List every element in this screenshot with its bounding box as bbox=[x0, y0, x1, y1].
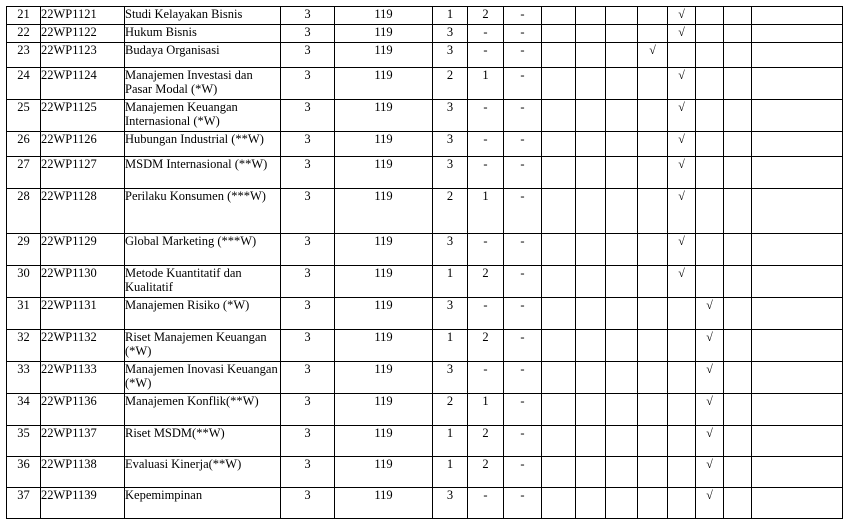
semester-cell-2 bbox=[576, 100, 606, 132]
course-code: 22WP1133 bbox=[41, 362, 125, 394]
practice-value: 2 bbox=[468, 266, 504, 298]
semester-cell-5 bbox=[668, 298, 696, 330]
semester-cell-1 bbox=[542, 25, 576, 43]
semester-check-mark: √ bbox=[696, 426, 724, 457]
semester-check-mark: √ bbox=[668, 234, 696, 266]
table-row bbox=[7, 132, 843, 157]
semester-cell-4 bbox=[638, 488, 668, 519]
semester-cell-2 bbox=[576, 157, 606, 189]
semester-cell-8 bbox=[752, 426, 843, 457]
theory-value: 3 bbox=[433, 132, 468, 157]
row-number: 21 bbox=[7, 7, 41, 25]
semester-cell-1 bbox=[542, 189, 576, 234]
table-row bbox=[7, 298, 843, 330]
semester-cell-4 bbox=[638, 457, 668, 488]
practice-value: 1 bbox=[468, 189, 504, 234]
practice-value: - bbox=[468, 100, 504, 132]
row-number: 35 bbox=[7, 426, 41, 457]
semester-cell-2 bbox=[576, 189, 606, 234]
practice-value: 2 bbox=[468, 426, 504, 457]
semester-cell-3 bbox=[606, 330, 638, 362]
theory-value: 2 bbox=[433, 394, 468, 426]
semester-cell-6 bbox=[696, 7, 724, 25]
field-value: - bbox=[504, 157, 542, 189]
semester-cell-5 bbox=[668, 330, 696, 362]
credit-value: 3 bbox=[281, 330, 335, 362]
semester-cell-7 bbox=[724, 132, 752, 157]
semester-cell-3 bbox=[606, 298, 638, 330]
practice-value: 2 bbox=[468, 7, 504, 25]
credit-value: 3 bbox=[281, 25, 335, 43]
semester-cell-2 bbox=[576, 266, 606, 298]
semester-cell-8 bbox=[752, 362, 843, 394]
row-number: 36 bbox=[7, 457, 41, 488]
course-code: 22WP1123 bbox=[41, 43, 125, 68]
course-name: Kepemimpinan bbox=[125, 488, 281, 519]
field-value: - bbox=[504, 68, 542, 100]
theory-value: 3 bbox=[433, 234, 468, 266]
table-row bbox=[7, 7, 843, 25]
semester-cell-4 bbox=[638, 426, 668, 457]
row-number: 29 bbox=[7, 234, 41, 266]
practice-value: - bbox=[468, 298, 504, 330]
semester-cell-3 bbox=[606, 7, 638, 25]
practice-value: 2 bbox=[468, 330, 504, 362]
semester-cell-2 bbox=[576, 68, 606, 100]
semester-cell-8 bbox=[752, 189, 843, 234]
theory-value: 1 bbox=[433, 7, 468, 25]
field-value: - bbox=[504, 488, 542, 519]
table-row bbox=[7, 330, 843, 362]
count-value: 119 bbox=[335, 189, 433, 234]
practice-value: - bbox=[468, 132, 504, 157]
semester-check-mark: √ bbox=[668, 189, 696, 234]
semester-check-mark: √ bbox=[696, 298, 724, 330]
count-value: 119 bbox=[335, 43, 433, 68]
theory-value: 1 bbox=[433, 266, 468, 298]
semester-cell-3 bbox=[606, 234, 638, 266]
semester-cell-4 bbox=[638, 362, 668, 394]
semester-cell-3 bbox=[606, 157, 638, 189]
semester-cell-8 bbox=[752, 266, 843, 298]
semester-cell-7 bbox=[724, 68, 752, 100]
course-name: Manajemen Risiko (*W) bbox=[125, 298, 281, 330]
table-row bbox=[7, 100, 843, 132]
course-code: 22WP1125 bbox=[41, 100, 125, 132]
semester-cell-1 bbox=[542, 100, 576, 132]
course-name: Riset Manajemen Keuangan (*W) bbox=[125, 330, 281, 362]
semester-cell-7 bbox=[724, 298, 752, 330]
semester-cell-2 bbox=[576, 25, 606, 43]
semester-cell-2 bbox=[576, 7, 606, 25]
semester-cell-3 bbox=[606, 43, 638, 68]
course-code: 22WP1130 bbox=[41, 266, 125, 298]
table-row bbox=[7, 157, 843, 189]
semester-cell-7 bbox=[724, 7, 752, 25]
semester-cell-2 bbox=[576, 457, 606, 488]
table-row bbox=[7, 234, 843, 266]
semester-cell-6 bbox=[696, 43, 724, 68]
course-name: Manajemen Konflik(**W) bbox=[125, 394, 281, 426]
course-name: Evaluasi Kinerja(**W) bbox=[125, 457, 281, 488]
semester-cell-7 bbox=[724, 43, 752, 68]
field-value: - bbox=[504, 330, 542, 362]
semester-cell-3 bbox=[606, 457, 638, 488]
field-value: - bbox=[504, 25, 542, 43]
course-name: Hukum Bisnis bbox=[125, 25, 281, 43]
theory-value: 1 bbox=[433, 457, 468, 488]
field-value: - bbox=[504, 132, 542, 157]
semester-cell-5 bbox=[668, 488, 696, 519]
practice-value: - bbox=[468, 157, 504, 189]
semester-cell-1 bbox=[542, 362, 576, 394]
table-row bbox=[7, 43, 843, 68]
count-value: 119 bbox=[335, 25, 433, 43]
semester-cell-6 bbox=[696, 266, 724, 298]
semester-check-mark: √ bbox=[668, 25, 696, 43]
practice-value: 2 bbox=[468, 457, 504, 488]
credit-value: 3 bbox=[281, 426, 335, 457]
semester-cell-4 bbox=[638, 189, 668, 234]
course-code: 22WP1131 bbox=[41, 298, 125, 330]
practice-value: 1 bbox=[468, 394, 504, 426]
semester-cell-7 bbox=[724, 157, 752, 189]
table-row bbox=[7, 457, 843, 488]
semester-cell-8 bbox=[752, 298, 843, 330]
theory-value: 3 bbox=[433, 488, 468, 519]
count-value: 119 bbox=[335, 100, 433, 132]
field-value: - bbox=[504, 457, 542, 488]
credit-value: 3 bbox=[281, 457, 335, 488]
semester-cell-8 bbox=[752, 234, 843, 266]
semester-cell-3 bbox=[606, 68, 638, 100]
table-row bbox=[7, 362, 843, 394]
practice-value: - bbox=[468, 25, 504, 43]
semester-cell-1 bbox=[542, 157, 576, 189]
row-number: 26 bbox=[7, 132, 41, 157]
semester-cell-3 bbox=[606, 100, 638, 132]
table-body bbox=[7, 7, 843, 519]
count-value: 119 bbox=[335, 298, 433, 330]
semester-cell-4 bbox=[638, 234, 668, 266]
count-value: 119 bbox=[335, 457, 433, 488]
semester-cell-8 bbox=[752, 43, 843, 68]
semester-cell-4 bbox=[638, 330, 668, 362]
credit-value: 3 bbox=[281, 132, 335, 157]
semester-check-mark: √ bbox=[696, 488, 724, 519]
field-value: - bbox=[504, 266, 542, 298]
theory-value: 1 bbox=[433, 330, 468, 362]
course-code: 22WP1136 bbox=[41, 394, 125, 426]
semester-cell-1 bbox=[542, 457, 576, 488]
semester-check-mark: √ bbox=[696, 362, 724, 394]
practice-value: - bbox=[468, 234, 504, 266]
row-number: 22 bbox=[7, 25, 41, 43]
semester-cell-6 bbox=[696, 68, 724, 100]
semester-cell-6 bbox=[696, 132, 724, 157]
course-code: 22WP1132 bbox=[41, 330, 125, 362]
semester-cell-7 bbox=[724, 457, 752, 488]
semester-cell-2 bbox=[576, 394, 606, 426]
semester-check-mark: √ bbox=[668, 7, 696, 25]
course-name: Manajemen Keuangan Internasional (*W) bbox=[125, 100, 281, 132]
course-code: 22WP1139 bbox=[41, 488, 125, 519]
course-name: Perilaku Konsumen (***W) bbox=[125, 189, 281, 234]
course-code: 22WP1128 bbox=[41, 189, 125, 234]
semester-cell-1 bbox=[542, 330, 576, 362]
semester-cell-4 bbox=[638, 132, 668, 157]
semester-cell-7 bbox=[724, 100, 752, 132]
table-row bbox=[7, 488, 843, 519]
semester-cell-3 bbox=[606, 189, 638, 234]
semester-cell-2 bbox=[576, 488, 606, 519]
count-value: 119 bbox=[335, 426, 433, 457]
credit-value: 3 bbox=[281, 43, 335, 68]
semester-check-mark: √ bbox=[696, 457, 724, 488]
course-code: 22WP1127 bbox=[41, 157, 125, 189]
semester-cell-6 bbox=[696, 100, 724, 132]
semester-cell-3 bbox=[606, 266, 638, 298]
semester-cell-8 bbox=[752, 330, 843, 362]
course-name: Metode Kuantitatif dan Kualitatif bbox=[125, 266, 281, 298]
course-code: 22WP1121 bbox=[41, 7, 125, 25]
theory-value: 1 bbox=[433, 426, 468, 457]
credit-value: 3 bbox=[281, 394, 335, 426]
course-code: 22WP1124 bbox=[41, 68, 125, 100]
count-value: 119 bbox=[335, 234, 433, 266]
semester-check-mark: √ bbox=[668, 68, 696, 100]
count-value: 119 bbox=[335, 266, 433, 298]
semester-cell-7 bbox=[724, 488, 752, 519]
semester-cell-6 bbox=[696, 189, 724, 234]
field-value: - bbox=[504, 426, 542, 457]
field-value: - bbox=[504, 298, 542, 330]
semester-cell-4 bbox=[638, 298, 668, 330]
credit-value: 3 bbox=[281, 68, 335, 100]
semester-cell-8 bbox=[752, 7, 843, 25]
course-name: Manajemen Inovasi Keuangan (*W) bbox=[125, 362, 281, 394]
semester-cell-1 bbox=[542, 266, 576, 298]
row-number: 33 bbox=[7, 362, 41, 394]
field-value: - bbox=[504, 189, 542, 234]
field-value: - bbox=[504, 100, 542, 132]
semester-cell-7 bbox=[724, 394, 752, 426]
semester-cell-7 bbox=[724, 426, 752, 457]
semester-check-mark: √ bbox=[668, 100, 696, 132]
row-number: 28 bbox=[7, 189, 41, 234]
table-row bbox=[7, 68, 843, 100]
practice-value: - bbox=[468, 362, 504, 394]
semester-cell-8 bbox=[752, 488, 843, 519]
semester-cell-8 bbox=[752, 132, 843, 157]
count-value: 119 bbox=[335, 68, 433, 100]
semester-cell-1 bbox=[542, 7, 576, 25]
table-row bbox=[7, 426, 843, 457]
practice-value: - bbox=[468, 43, 504, 68]
credit-value: 3 bbox=[281, 488, 335, 519]
semester-cell-2 bbox=[576, 234, 606, 266]
theory-value: 3 bbox=[433, 298, 468, 330]
semester-check-mark: √ bbox=[668, 266, 696, 298]
semester-cell-8 bbox=[752, 394, 843, 426]
course-code: 22WP1137 bbox=[41, 426, 125, 457]
row-number: 23 bbox=[7, 43, 41, 68]
semester-cell-4 bbox=[638, 7, 668, 25]
semester-cell-7 bbox=[724, 234, 752, 266]
table-row bbox=[7, 266, 843, 298]
semester-cell-1 bbox=[542, 488, 576, 519]
semester-cell-3 bbox=[606, 132, 638, 157]
row-number: 37 bbox=[7, 488, 41, 519]
semester-cell-3 bbox=[606, 362, 638, 394]
semester-cell-1 bbox=[542, 298, 576, 330]
theory-value: 3 bbox=[433, 362, 468, 394]
table-row bbox=[7, 189, 843, 234]
semester-cell-6 bbox=[696, 234, 724, 266]
semester-cell-7 bbox=[724, 330, 752, 362]
field-value: - bbox=[504, 394, 542, 426]
semester-cell-8 bbox=[752, 100, 843, 132]
semester-cell-5 bbox=[668, 394, 696, 426]
course-name: Hubungan Industrial (**W) bbox=[125, 132, 281, 157]
field-value: - bbox=[504, 7, 542, 25]
semester-cell-7 bbox=[724, 266, 752, 298]
semester-cell-3 bbox=[606, 488, 638, 519]
semester-cell-4 bbox=[638, 25, 668, 43]
semester-cell-1 bbox=[542, 394, 576, 426]
semester-cell-5 bbox=[668, 362, 696, 394]
practice-value: - bbox=[468, 488, 504, 519]
semester-check-mark: √ bbox=[696, 330, 724, 362]
semester-cell-4 bbox=[638, 157, 668, 189]
semester-cell-5 bbox=[668, 43, 696, 68]
row-number: 32 bbox=[7, 330, 41, 362]
semester-cell-3 bbox=[606, 426, 638, 457]
row-number: 25 bbox=[7, 100, 41, 132]
course-name: Global Marketing (***W) bbox=[125, 234, 281, 266]
semester-check-mark: √ bbox=[668, 157, 696, 189]
semester-cell-5 bbox=[668, 426, 696, 457]
credit-value: 3 bbox=[281, 7, 335, 25]
theory-value: 2 bbox=[433, 189, 468, 234]
field-value: - bbox=[504, 234, 542, 266]
semester-cell-3 bbox=[606, 25, 638, 43]
row-number: 30 bbox=[7, 266, 41, 298]
semester-cell-2 bbox=[576, 298, 606, 330]
course-name: Manajemen Investasi dan Pasar Modal (*W) bbox=[125, 68, 281, 100]
semester-cell-2 bbox=[576, 362, 606, 394]
theory-value: 2 bbox=[433, 68, 468, 100]
course-code: 22WP1122 bbox=[41, 25, 125, 43]
semester-cell-4 bbox=[638, 100, 668, 132]
semester-cell-2 bbox=[576, 43, 606, 68]
semester-check-mark: √ bbox=[696, 394, 724, 426]
semester-cell-7 bbox=[724, 362, 752, 394]
credit-value: 3 bbox=[281, 362, 335, 394]
semester-check-mark: √ bbox=[668, 132, 696, 157]
semester-cell-8 bbox=[752, 68, 843, 100]
semester-cell-5 bbox=[668, 457, 696, 488]
course-code: 22WP1138 bbox=[41, 457, 125, 488]
semester-cell-4 bbox=[638, 68, 668, 100]
count-value: 119 bbox=[335, 330, 433, 362]
semester-cell-1 bbox=[542, 426, 576, 457]
field-value: - bbox=[504, 43, 542, 68]
course-name: Studi Kelayakan Bisnis bbox=[125, 7, 281, 25]
field-value: - bbox=[504, 362, 542, 394]
course-name: Budaya Organisasi bbox=[125, 43, 281, 68]
course-name: Riset MSDM(**W) bbox=[125, 426, 281, 457]
count-value: 119 bbox=[335, 7, 433, 25]
count-value: 119 bbox=[335, 132, 433, 157]
credit-value: 3 bbox=[281, 100, 335, 132]
row-number: 27 bbox=[7, 157, 41, 189]
curriculum-table bbox=[6, 6, 843, 519]
table-row bbox=[7, 394, 843, 426]
semester-cell-7 bbox=[724, 25, 752, 43]
semester-cell-1 bbox=[542, 132, 576, 157]
count-value: 119 bbox=[335, 394, 433, 426]
row-number: 34 bbox=[7, 394, 41, 426]
credit-value: 3 bbox=[281, 266, 335, 298]
semester-cell-1 bbox=[542, 68, 576, 100]
theory-value: 3 bbox=[433, 100, 468, 132]
semester-cell-6 bbox=[696, 157, 724, 189]
theory-value: 3 bbox=[433, 43, 468, 68]
semester-cell-2 bbox=[576, 426, 606, 457]
table-row bbox=[7, 25, 843, 43]
semester-cell-2 bbox=[576, 132, 606, 157]
row-number: 24 bbox=[7, 68, 41, 100]
practice-value: 1 bbox=[468, 68, 504, 100]
semester-cell-6 bbox=[696, 25, 724, 43]
course-code: 22WP1129 bbox=[41, 234, 125, 266]
course-name: MSDM Internasional (**W) bbox=[125, 157, 281, 189]
credit-value: 3 bbox=[281, 157, 335, 189]
credit-value: 3 bbox=[281, 189, 335, 234]
semester-cell-4 bbox=[638, 394, 668, 426]
row-number: 31 bbox=[7, 298, 41, 330]
semester-cell-7 bbox=[724, 189, 752, 234]
credit-value: 3 bbox=[281, 234, 335, 266]
course-code: 22WP1126 bbox=[41, 132, 125, 157]
semester-check-mark: √ bbox=[638, 43, 668, 68]
count-value: 119 bbox=[335, 488, 433, 519]
theory-value: 3 bbox=[433, 25, 468, 43]
theory-value: 3 bbox=[433, 157, 468, 189]
semester-cell-3 bbox=[606, 394, 638, 426]
semester-cell-8 bbox=[752, 25, 843, 43]
semester-cell-1 bbox=[542, 43, 576, 68]
semester-cell-2 bbox=[576, 330, 606, 362]
count-value: 119 bbox=[335, 362, 433, 394]
semester-cell-1 bbox=[542, 234, 576, 266]
semester-cell-8 bbox=[752, 157, 843, 189]
credit-value: 3 bbox=[281, 298, 335, 330]
semester-cell-4 bbox=[638, 266, 668, 298]
count-value: 119 bbox=[335, 157, 433, 189]
semester-cell-8 bbox=[752, 457, 843, 488]
